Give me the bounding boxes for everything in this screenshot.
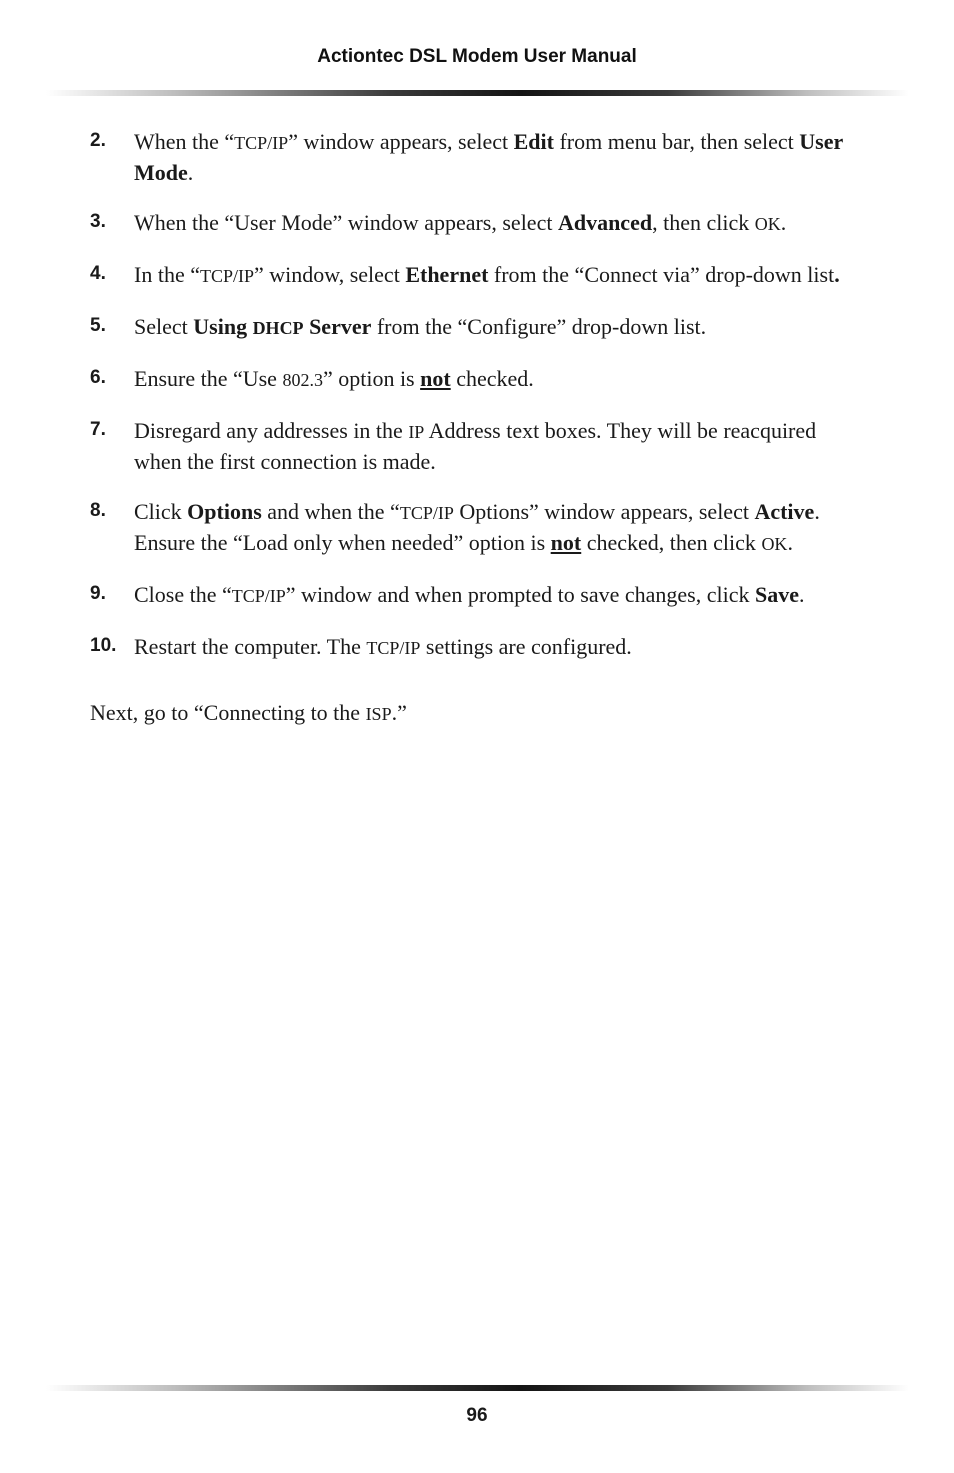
- acronym-text: ISP: [365, 704, 392, 724]
- step-item: [0, 208, 954, 239]
- step-item: [0, 312, 954, 343]
- instruction-steps-list: [0, 127, 954, 684]
- step-item: [0, 364, 954, 395]
- text-run: Disregard any addresses in the: [134, 418, 409, 443]
- header-divider: [46, 90, 909, 96]
- text-run: checked, then click: [581, 530, 762, 555]
- step-item: [0, 416, 954, 476]
- text-run: Next, go to “Connecting to the: [90, 700, 366, 725]
- text-run: Options” window appears, select: [453, 499, 755, 524]
- bold-text: .: [834, 262, 840, 287]
- step-item: [0, 260, 954, 291]
- text-run: When the “: [134, 129, 235, 154]
- text-run: ” window, select: [254, 262, 406, 287]
- text-run: . Ensure the “Load only when needed” option is: [134, 499, 820, 555]
- text-run: ” window and when prompted to save changes, click: [285, 582, 755, 607]
- bold-text: Using: [193, 314, 253, 339]
- step-text: [134, 416, 864, 476]
- acronym-text: DHCP: [252, 318, 304, 338]
- bold-text: Active: [754, 499, 815, 524]
- text-run: settings are configured.: [420, 634, 632, 659]
- step-text: [134, 497, 864, 559]
- text-run: .: [187, 160, 194, 185]
- step-number: 7.: [90, 419, 106, 440]
- step-number: 2.: [90, 130, 106, 151]
- step-number: 3.: [90, 211, 106, 232]
- bold-text: Server: [303, 314, 372, 339]
- step-text: [134, 127, 864, 187]
- text-run: checked.: [450, 366, 534, 391]
- text-run: .”: [391, 700, 407, 725]
- emphasis-text: not: [550, 530, 582, 555]
- text-run: from menu bar, then select: [553, 129, 800, 154]
- text-run: Address text boxes. They will be reacquired when the first connection is made.: [134, 418, 817, 474]
- step-item: [0, 632, 954, 663]
- step-number: 8.: [90, 500, 106, 521]
- text-run: , then click: [652, 210, 755, 235]
- text-run: .: [780, 210, 787, 235]
- text-run: and when the “: [261, 499, 400, 524]
- step-text: [134, 632, 864, 663]
- step-text: [134, 364, 864, 395]
- acronym-text: OK: [754, 214, 781, 234]
- step-number: 10.: [90, 635, 117, 656]
- text-run: .: [799, 582, 805, 607]
- acronym-text: OK: [761, 534, 788, 554]
- text-run: from the “Connect via” drop-down list: [488, 262, 835, 287]
- bold-text: Ethernet: [405, 262, 489, 287]
- text-run: Select: [134, 314, 194, 339]
- acronym-text: TCP/IP: [199, 266, 254, 286]
- step-number: 9.: [90, 583, 106, 604]
- step-text: [134, 260, 864, 291]
- page-header-title: Actiontec DSL Modem User Manual: [317, 46, 637, 67]
- step-number: 6.: [90, 367, 106, 388]
- text-run: In the “: [134, 262, 200, 287]
- text-run: Restart the computer. The: [134, 634, 367, 659]
- text-run: .: [787, 530, 793, 555]
- next-step-note: [90, 698, 870, 729]
- text-run: ” option is: [322, 366, 421, 391]
- step-number: 5.: [90, 315, 106, 336]
- bold-text: User Mode: [134, 129, 843, 185]
- step-item: [0, 497, 954, 559]
- bold-text: Save: [755, 582, 799, 607]
- bold-text: Edit: [513, 129, 554, 154]
- footer-divider: [46, 1385, 909, 1391]
- emphasis-text: not: [420, 366, 451, 391]
- text-run: ” window appears, select: [288, 129, 514, 154]
- step-text: [134, 580, 864, 611]
- text-run: Ensure the “Use: [134, 366, 283, 391]
- text-run: Close the “: [134, 582, 232, 607]
- step-item: [0, 580, 954, 611]
- step-number: 4.: [90, 263, 106, 284]
- acronym-text: 802.3: [282, 370, 323, 390]
- step-item: [0, 127, 954, 187]
- text-run: Click: [134, 499, 188, 524]
- acronym-text: TCP/IP: [399, 503, 454, 523]
- page-number: 96: [466, 1405, 488, 1426]
- text-run: from the “Configure” drop-down list.: [371, 314, 707, 339]
- bold-text: Advanced: [557, 210, 653, 235]
- acronym-text: IP: [408, 422, 425, 442]
- text-run: When the “User Mode” window appears, select: [134, 210, 558, 235]
- step-text: [134, 208, 864, 239]
- acronym-text: TCP/IP: [366, 638, 421, 658]
- step-text: [134, 312, 864, 343]
- acronym-text: TCP/IP: [231, 586, 286, 606]
- bold-text: Options: [187, 499, 262, 524]
- acronym-text: TCP/IP: [234, 133, 289, 153]
